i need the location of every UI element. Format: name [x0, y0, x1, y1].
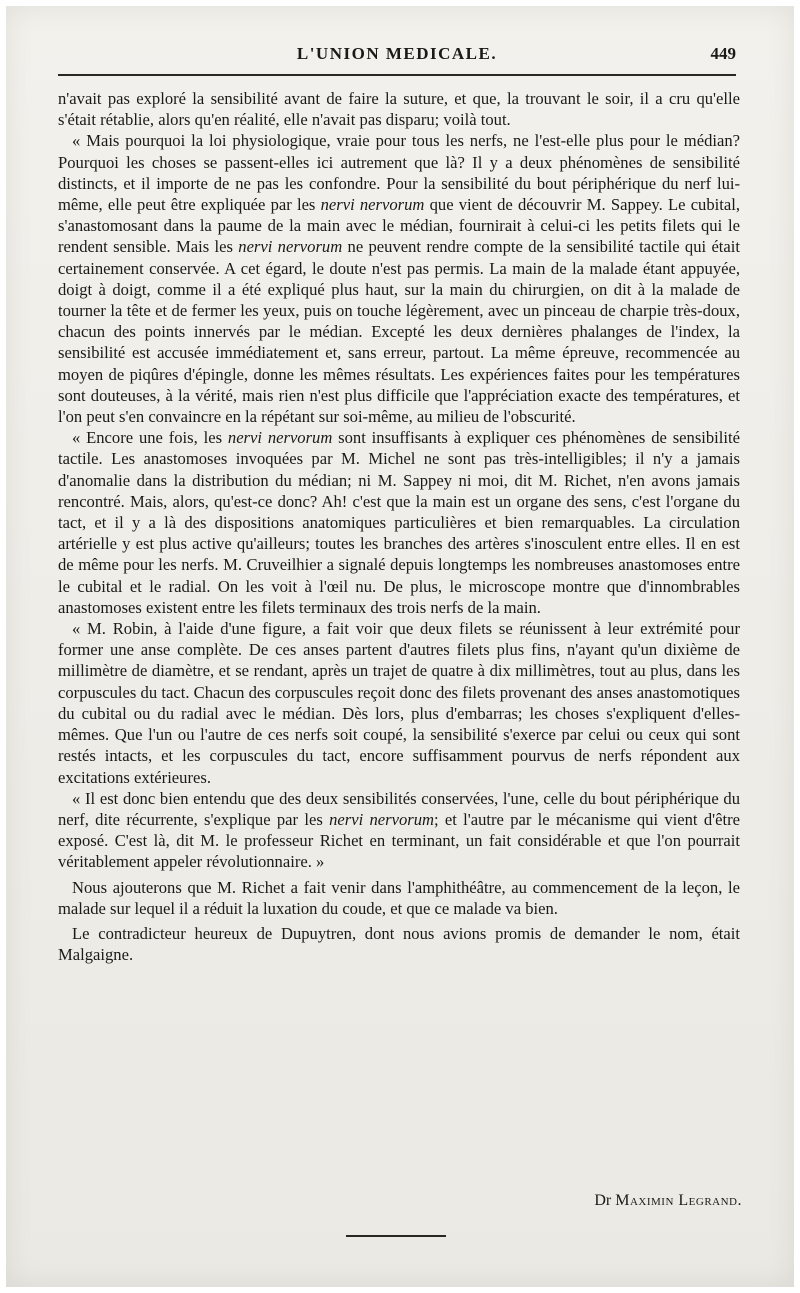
signature-name: Maximin Legrand.: [615, 1192, 742, 1209]
paragraph-1: n'avait pas exploré la sensibilité avant de faire la suture, et que, la trouvant le soir, il a cru qu'elle s'était rétablie, alors qu'en réalité, elle n'avait pas disparu; voilà tout.: [58, 89, 740, 130]
author-signature: [594, 1192, 742, 1210]
paragraph-3: « Encore une fois, les nervi nervorum sont insuffisants à expliquer ces phénomènes de sensibilité tactile. Les anastomoses invoquées par M. Michel ne sont pas très-intelligibles; il n'y a jamais d'anomalie dans la distribution du médian; ni M. Sappey ni moi, dit M. Richet, n'en avons jamais rencontré. Mais, alors, qu'est-ce donc? Ah! c'est que la main est un organe des sens, c'est l'organe du tact, et il y a là des dispositions anatomiques particulières et bien remarquables. La circulation artérielle y est plus active qu'ailleurs; toutes les branches des artères s'inosculent entre elles. Il en est de même pour les nerfs. M. Cruveilhier a signalé depuis longtemps les nombreuses anastomoses entre le cubital et le radial. On les voit à l'œil nu. De plus, le microscope montre que d'innombrables anastomoses existent entre les filets terminaux des trois nerfs de la main.: [58, 428, 740, 617]
header-rule: [58, 74, 736, 76]
running-header: [58, 42, 736, 70]
paragraph-7: Le contradicteur heureux de Dupuytren, dont nous avions promis de demander le nom, était Malgaigne.: [58, 923, 740, 965]
journal-title: L'UNION MEDICALE.: [296, 44, 498, 63]
paragraph-6: Nous ajouterons que M. Richet a fait venir dans l'amphithéâtre, au commencement de la leçon, le malade sur lequel il a réduit la luxation du coude, et que ce malade va bien.: [58, 877, 740, 918]
article-body: [58, 88, 740, 965]
end-rule: [346, 1235, 446, 1237]
page-number: 449: [710, 44, 736, 63]
paragraph-5: « Il est donc bien entendu que des deux sensibilités conservées, l'une, celle du bout périphérique du nerf, dite récurrente, s'explique par les nervi nervorum; et l'autre par le mécanisme qui vient d'être exposé. C'est là, dit M. le professeur Richet en terminant, un fait considérable et que l'on pourrait véritablement appeler révolutionnaire. »: [58, 788, 740, 872]
paragraph-4: « M. Robin, à l'aide d'une figure, a fait voir que deux filets se réunissent à leur extrémité pour former une anse complète. De ces anses partent d'autres filets plus fins, n'ayant qu'un dixième de millimètre de diamètre, et se rendant, après un trajet de quatre à dix millimètres, tout au plus, dans les corpuscules du tact. Chacun des corpuscules reçoit donc des filets provenant des anses anastomotiques du cubital ou du radial avec le médian. Dès lors, plus d'embarras; les choses s'expliquent d'elles-mêmes. Que l'un ou l'autre de ces nerfs soit coupé, la sensibilité s'exerce par celui ou ceux qui sont restés intacts, et les corpuscules du tact, encore suffisamment pourvus de nerfs répondent aux excitations extérieures.: [58, 619, 740, 787]
signature-prefix: Dr: [594, 1192, 612, 1209]
paragraph-2: « Mais pourquoi la loi physiologique, vraie pour tous les nerfs, ne l'est-elle plus pour le médian? Pourquoi les choses se passent-elles ici autrement que là? Il y a deux phénomènes de sensibilité distincts, et il importe de ne pas les confondre. Pour la sensibilité du bout périphérique du nerf lui-même, elle peut être expliquée par les nervi nervorum que vient de découvrir M. Sappey. Le cubital, s'anastomosant dans la paume de la main avec le médian, fournirait à celui-ci les petits filets qui le rendent sensible. Mais les nervi nervorum ne peuvent rendre compte de la sensibilité tactile qui était certainement conservée. A cet égard, le doute n'est pas permis. La main de la malade étant appuyée, doigt à doigt, comme il a été expliqué plus haut, sur la main du chirurgien, on dit à la malade de tourner la tête et de fermer les yeux, puis on touche légèrement, avec un pinceau de charpie très-doux, chacun des points innervés par le médian. Excepté les deux dernières phalanges de l'index, la sensibilité est accusée immédiatement et, sans erreur, partout. La même épreuve, recommencée au moyen de piqûres d'épingle, donne les mêmes résultats. Les expériences faites pour les températures sont douteuses, à la vérité, mais rien n'est plus difficile que l'appréciation exacte des températures, et l'on peut s'en convaincre en la répétant sur soi-même, au milieu de l'obscurité.: [58, 131, 741, 427]
